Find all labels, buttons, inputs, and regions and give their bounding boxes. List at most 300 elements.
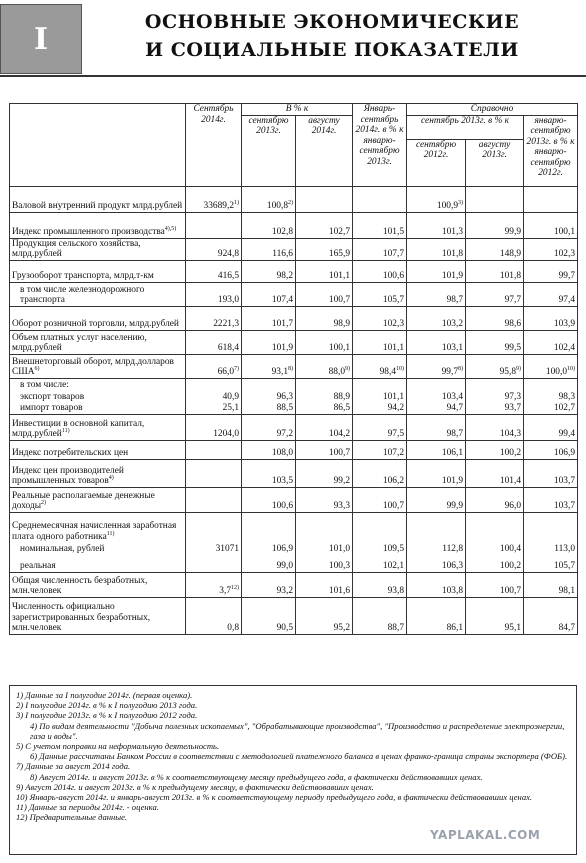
cell-c7 [524, 512, 578, 542]
cell-c1 [186, 238, 242, 260]
cell-value: 106,1 [441, 448, 464, 458]
cell-c6 [466, 414, 524, 440]
cell-c3 [296, 542, 353, 554]
cell-c5 [407, 459, 466, 487]
cell-c2 [242, 554, 296, 572]
cell-c3 [296, 330, 353, 354]
row-label [10, 390, 186, 402]
cell-c7 [524, 186, 578, 212]
table-row [10, 378, 578, 390]
table-row [10, 212, 578, 238]
cell-value: 95,2 [333, 623, 351, 633]
footnote-item: 12) Предварительные данные. [16, 812, 128, 823]
header-group1: В % к [242, 104, 353, 116]
cell-c4 [353, 440, 407, 459]
cell-value: 105,7 [382, 295, 405, 305]
cell-value: 924,8 [217, 249, 239, 259]
row-label [10, 378, 186, 390]
footnote-ref: 4),5) [164, 225, 177, 232]
cell-value: 98,1 [558, 586, 576, 596]
cell-c3 [296, 554, 353, 572]
footnote-item: 6) Данные рассчитаны Банком России в соответствии с методологией платежного баланса в ценах франко-граница страны экспортера (ФОБ). [30, 751, 568, 762]
cell-c1 [186, 330, 242, 354]
cell-c3 [296, 572, 353, 597]
cell-c5 [407, 414, 466, 440]
cell-c5 [407, 260, 466, 282]
row-label-text: Грузооборот транспорта, млрд.т-км [12, 271, 154, 281]
cell-c7 [524, 378, 578, 390]
cell-c6 [466, 440, 524, 459]
row-label-text: Индекс цен производителей промышленных товаров [12, 465, 124, 486]
row-label [10, 330, 186, 354]
row-label-text: импорт товаров [20, 403, 83, 413]
cell-value: 97,3 [504, 391, 522, 402]
cell-c3 [296, 378, 353, 390]
cell-c6 [466, 512, 524, 542]
cell-value: 101,9 [441, 271, 464, 281]
row-label-text: Реальные располагаемые денежные доходы [12, 490, 155, 511]
footnote-item: 8) Август 2014г. и август 2013г. в % к соответствующему месяцу предыдущего года, в фактически действовавших ценах. [30, 771, 483, 782]
row-label [10, 554, 186, 572]
row-label [10, 282, 186, 306]
cell-value: 103,7 [553, 501, 576, 511]
cell-value: 99,7 [441, 367, 459, 377]
cell-value: 93,3 [333, 501, 351, 511]
row-label-text: Внешнеторговый оборот, млрд.долларов США [12, 356, 174, 377]
cell-c3 [296, 238, 353, 260]
cell-c2 [242, 487, 296, 512]
cell-value: 116,6 [272, 249, 293, 259]
cell-value: 100,6 [382, 271, 405, 281]
cell-c3 [296, 414, 353, 440]
cell-value: 93,1 [271, 367, 288, 377]
cell-c5 [407, 330, 466, 354]
cell-c1 [186, 440, 242, 459]
cell-value: 101,8 [499, 271, 522, 281]
cell-value: 112,8 [442, 543, 464, 554]
cell-c4 [353, 212, 407, 238]
cell-value: 106,3 [441, 561, 464, 571]
cell-c5 [407, 186, 466, 212]
cell-c1 [186, 402, 242, 414]
row-label [10, 260, 186, 282]
footnote-ref: 7) [234, 365, 239, 372]
cell-c4 [353, 512, 407, 542]
section-number-box: I [0, 4, 82, 74]
cell-value: 99,9 [504, 227, 522, 237]
cell-c2 [242, 597, 296, 634]
cell-c7 [524, 354, 578, 378]
row-label-text: реальная [20, 561, 56, 571]
cell-value: 102,8 [271, 227, 293, 237]
row-label [10, 487, 186, 512]
cell-value: 101,6 [328, 586, 351, 596]
row-label [10, 597, 186, 634]
row-label-text: Продукция сельского хозяйства, млрд.рублей [12, 238, 141, 259]
table-row [10, 487, 578, 512]
cell-value: 103,4 [441, 391, 464, 402]
footnote-ref: 11) [61, 427, 70, 434]
cell-value: 95,1 [504, 623, 522, 633]
cell-c2 [242, 354, 296, 378]
cell-value: 97,2 [276, 429, 293, 439]
cell-value: 148,9 [499, 249, 522, 259]
cell-value: 99,7 [558, 271, 576, 281]
cell-c6 [466, 390, 524, 402]
cell-c3 [296, 306, 353, 330]
cell-value: 101,8 [441, 249, 464, 259]
cell-c1 [186, 390, 242, 402]
cell-value: 100,2 [499, 561, 522, 571]
cell-c1 [186, 542, 242, 554]
footnote-ref: 4) [108, 474, 114, 481]
cell-c6 [466, 260, 524, 282]
cell-c5 [407, 354, 466, 378]
cell-c7 [524, 330, 578, 354]
cell-c5 [407, 572, 466, 597]
cell-value: 100,0 [545, 367, 568, 377]
cell-value: 101,0 [328, 543, 351, 554]
cell-value: 105,7 [553, 561, 576, 571]
cell-c3 [296, 512, 353, 542]
footnote-item: 9) Август 2014г. и август 2013г. в % к предыдущему месяцу, в фактически действовавших ценах. [16, 781, 374, 792]
cell-value: 100,9 [436, 201, 459, 211]
cell-c6 [466, 186, 524, 212]
cell-value: 106,9 [271, 543, 293, 554]
table-row [10, 354, 578, 378]
footnote-ref: 12) [231, 584, 239, 591]
cell-value: 101,3 [441, 227, 464, 237]
cell-c2 [242, 238, 296, 260]
cell-value: 103,7 [553, 476, 576, 486]
cell-value: 93,8 [387, 586, 405, 596]
cell-value: 106,2 [382, 476, 405, 486]
cell-value: 98,3 [558, 391, 576, 402]
cell-c3 [296, 487, 353, 512]
cell-c6 [466, 459, 524, 487]
cell-value: 103,5 [271, 476, 293, 486]
footnote-ref: 6) [34, 365, 40, 372]
cell-value: 66,0 [217, 367, 234, 377]
cell-c7 [524, 597, 578, 634]
cell-value: 193,0 [217, 295, 239, 305]
cell-value: 100,4 [499, 543, 522, 554]
footnote-item: 3) I полугодие 2013г. в % к I полугодию 2012 года. [16, 710, 198, 721]
cell-value: 102,3 [382, 319, 405, 329]
cell-value: 96,3 [276, 391, 293, 402]
cell-value: 1204,0 [213, 429, 239, 439]
cell-c5 [407, 212, 466, 238]
cell-value: 84,7 [558, 623, 576, 633]
cell-value: 107,2 [382, 448, 405, 458]
cell-c5 [407, 402, 466, 414]
cell-value: 100,7 [328, 448, 351, 458]
table-row [10, 414, 578, 440]
cell-c3 [296, 212, 353, 238]
cell-c7 [524, 554, 578, 572]
cell-value: 101,4 [499, 476, 522, 486]
indicators-table [9, 103, 578, 635]
cell-c1 [186, 378, 242, 390]
cell-c6 [466, 212, 524, 238]
cell-value: 100,1 [553, 227, 576, 237]
row-label [10, 402, 186, 414]
cell-c5 [407, 390, 466, 402]
cell-value: 86,1 [446, 623, 464, 633]
table-row [10, 402, 578, 414]
cell-c1 [186, 554, 242, 572]
cell-value: 107,7 [382, 249, 405, 259]
cell-c2 [242, 260, 296, 282]
cell-c2 [242, 306, 296, 330]
cell-c6 [466, 378, 524, 390]
row-label [10, 542, 186, 554]
section-header [0, 0, 586, 75]
row-label-text: Инвестиции в основной капитал, млрд.рублей [12, 418, 145, 439]
footnote-item: 5) С учетом поправки на неформальную деятельность. [16, 741, 220, 752]
cell-value: 109,5 [382, 543, 405, 554]
cell-c6 [466, 354, 524, 378]
cell-value: 99,5 [504, 343, 522, 353]
cell-c7 [524, 459, 578, 487]
cell-c4 [353, 378, 407, 390]
row-label [10, 572, 186, 597]
cell-c2 [242, 572, 296, 597]
cell-c7 [524, 414, 578, 440]
table-row [10, 597, 578, 634]
cell-c1 [186, 487, 242, 512]
cell-value: 98,4 [379, 367, 397, 377]
row-label-text: Объем платных услуг населению, млрд.рублей [12, 332, 147, 353]
cell-value: 101,5 [382, 227, 405, 237]
cell-value: 100,6 [271, 501, 293, 511]
cell-c4 [353, 597, 407, 634]
cell-value: 104,2 [328, 429, 351, 439]
cell-c5 [407, 238, 466, 260]
cell-value: 100,7 [499, 586, 522, 596]
cell-c7 [524, 238, 578, 260]
cell-c7 [524, 306, 578, 330]
cell-c1 [186, 597, 242, 634]
cell-c3 [296, 402, 353, 414]
cell-c2 [242, 542, 296, 554]
cell-c6 [466, 554, 524, 572]
cell-value: 99,0 [276, 561, 293, 571]
header-group2: Справочно [407, 104, 578, 116]
row-label-text: номинальная, рублей [20, 543, 105, 554]
cell-c4 [353, 260, 407, 282]
footnote-ref: 2) [288, 199, 293, 206]
cell-value: 104,3 [499, 429, 522, 439]
cell-value: 101,9 [271, 343, 293, 353]
cell-value: 101,1 [382, 343, 405, 353]
row-label [10, 440, 186, 459]
cell-value: 102,7 [553, 403, 576, 413]
row-label [10, 512, 186, 542]
row-label [10, 306, 186, 330]
cell-value: 97,7 [504, 295, 522, 305]
cell-c1 [186, 512, 242, 542]
cell-c1 [186, 354, 242, 378]
cell-c6 [466, 487, 524, 512]
watermark: YAPLAKAL.COM [430, 828, 541, 842]
cell-value: 101,1 [382, 391, 405, 402]
cell-value: 94,2 [387, 403, 405, 413]
footnote-ref: 9) [516, 365, 522, 372]
cell-value: 99,2 [333, 476, 351, 486]
row-label [10, 414, 186, 440]
cell-value: 98,9 [333, 319, 351, 329]
title-line-1: ОСНОВНЫЕ ЭКОНОМИЧЕСКИЕ [144, 11, 520, 33]
cell-value: 3,7 [219, 586, 231, 596]
cell-c5 [407, 554, 466, 572]
cell-c4 [353, 554, 407, 572]
row-label-text: экспорт товаров [20, 391, 85, 402]
footnote-item: 11) Данные за периоды 2014г. - оценка. [16, 802, 159, 813]
cell-c6 [466, 306, 524, 330]
cell-c4 [353, 238, 407, 260]
row-label-text: Численность официально зарегистрированных безработных, млн.человек [12, 602, 151, 633]
cell-c4 [353, 414, 407, 440]
cell-value: 108,0 [271, 448, 293, 458]
footnote-ref: 11) [106, 530, 115, 537]
cell-c1 [186, 260, 242, 282]
cell-value: 416,5 [217, 271, 239, 281]
footnote-ref: 8) [288, 365, 293, 372]
cell-c5 [407, 542, 466, 554]
row-label [10, 212, 186, 238]
row-label-text: Индекс потребительских цен [12, 448, 129, 458]
cell-c5 [407, 597, 466, 634]
header-col3: августу 2014г. [296, 115, 353, 186]
cell-c6 [466, 597, 524, 634]
cell-value: 102,4 [553, 343, 576, 353]
cell-c4 [353, 354, 407, 378]
cell-c4 [353, 186, 407, 212]
cell-value: 102,7 [328, 227, 351, 237]
cell-value: 99,9 [446, 501, 464, 511]
cell-value: 86,5 [333, 403, 351, 413]
cell-c6 [466, 330, 524, 354]
cell-c1 [186, 186, 242, 212]
cell-c7 [524, 390, 578, 402]
table-row [10, 260, 578, 282]
cell-c2 [242, 212, 296, 238]
footnote-ref: 10) [396, 365, 405, 372]
header-col5: сентябрю 2012г. [407, 139, 466, 186]
cell-c7 [524, 572, 578, 597]
table-row [10, 282, 578, 306]
cell-c1 [186, 282, 242, 306]
header-col2: сентябрю 2013г. [242, 115, 296, 186]
footnote-item: 4) По видам деятельности "Добыча полезных ископаемых", "Обрабатывающие производства", "Производство и распределение электроэнергии, газа и воды". [30, 720, 565, 741]
footnote-item: 2) I полугодие 2014г. в % к I полугодию 2013 года. [16, 700, 198, 711]
cell-value: 98,7 [446, 295, 464, 305]
footnote-item: 1) Данные за I полугодие 2014г. (первая оценка). [16, 690, 193, 700]
cell-value: 88,5 [276, 403, 293, 413]
cell-value: 101,9 [441, 476, 464, 486]
table-row [10, 390, 578, 402]
cell-c2 [242, 440, 296, 459]
cell-c3 [296, 440, 353, 459]
cell-c5 [407, 306, 466, 330]
cell-value: 31071 [215, 543, 239, 554]
header-col6: августу 2013г. [466, 139, 524, 186]
table-row [10, 512, 578, 542]
cell-value: 25,1 [222, 403, 239, 413]
cell-c1 [186, 414, 242, 440]
cell-c3 [296, 459, 353, 487]
cell-value: 100,7 [328, 295, 351, 305]
cell-value: 165,9 [328, 249, 351, 259]
cell-value: 618,4 [217, 343, 239, 353]
cell-value: 103,2 [441, 319, 464, 329]
cell-value: 0,8 [227, 623, 239, 633]
cell-value: 98,6 [504, 319, 522, 329]
cell-c4 [353, 572, 407, 597]
cell-value: 90,5 [276, 623, 293, 633]
cell-value: 103,8 [441, 586, 464, 596]
cell-c1 [186, 572, 242, 597]
table-row [10, 554, 578, 572]
row-label [10, 186, 186, 212]
table-row [10, 459, 578, 487]
cell-value: 113,0 [554, 543, 576, 554]
cell-value: 98,7 [446, 429, 464, 439]
table-row [10, 542, 578, 554]
cell-value: 95,8 [499, 367, 517, 377]
cell-c5 [407, 487, 466, 512]
cell-value: 103,9 [553, 319, 576, 329]
cell-c7 [524, 440, 578, 459]
cell-c2 [242, 512, 296, 542]
cell-value: 101,1 [328, 271, 351, 281]
row-label-text: Оборот розничной торговли, млрд.рублей [12, 319, 179, 329]
cell-c6 [466, 282, 524, 306]
row-label [10, 354, 186, 378]
cell-c5 [407, 282, 466, 306]
cell-c7 [524, 542, 578, 554]
cell-c4 [353, 306, 407, 330]
cell-c4 [353, 330, 407, 354]
cell-value: 96,0 [504, 501, 522, 511]
cell-c4 [353, 390, 407, 402]
cell-c2 [242, 330, 296, 354]
row-label-text: Общая численность безработных, млн.человек [12, 575, 148, 596]
table-row [10, 306, 578, 330]
cell-value: 99,4 [558, 429, 576, 439]
cell-value: 94,7 [446, 403, 464, 413]
footnote-ref: 10) [567, 365, 576, 372]
cell-c3 [296, 260, 353, 282]
cell-c7 [524, 260, 578, 282]
cell-c5 [407, 512, 466, 542]
cell-value: 102,3 [553, 249, 576, 259]
footnote-ref: 8) [458, 365, 464, 372]
cell-c1 [186, 306, 242, 330]
cell-c3 [296, 354, 353, 378]
row-label-text: Валовой внутренний продукт млрд.рублей [12, 201, 183, 211]
table-row [10, 186, 578, 212]
row-label [10, 238, 186, 260]
footnote-item: 10) Январь-август 2014г. и январь-август 2013г. в % к соответствующему периоду предыдущего года, в фактически действовавших ценах. [16, 792, 533, 803]
cell-c4 [353, 542, 407, 554]
cell-value: 93,2 [276, 586, 293, 596]
row-label-text: Среднемесячная начисленная заработная плата одного работника [12, 521, 177, 542]
cell-c2 [242, 282, 296, 306]
row-label [10, 459, 186, 487]
cell-value: 93,7 [504, 403, 522, 413]
